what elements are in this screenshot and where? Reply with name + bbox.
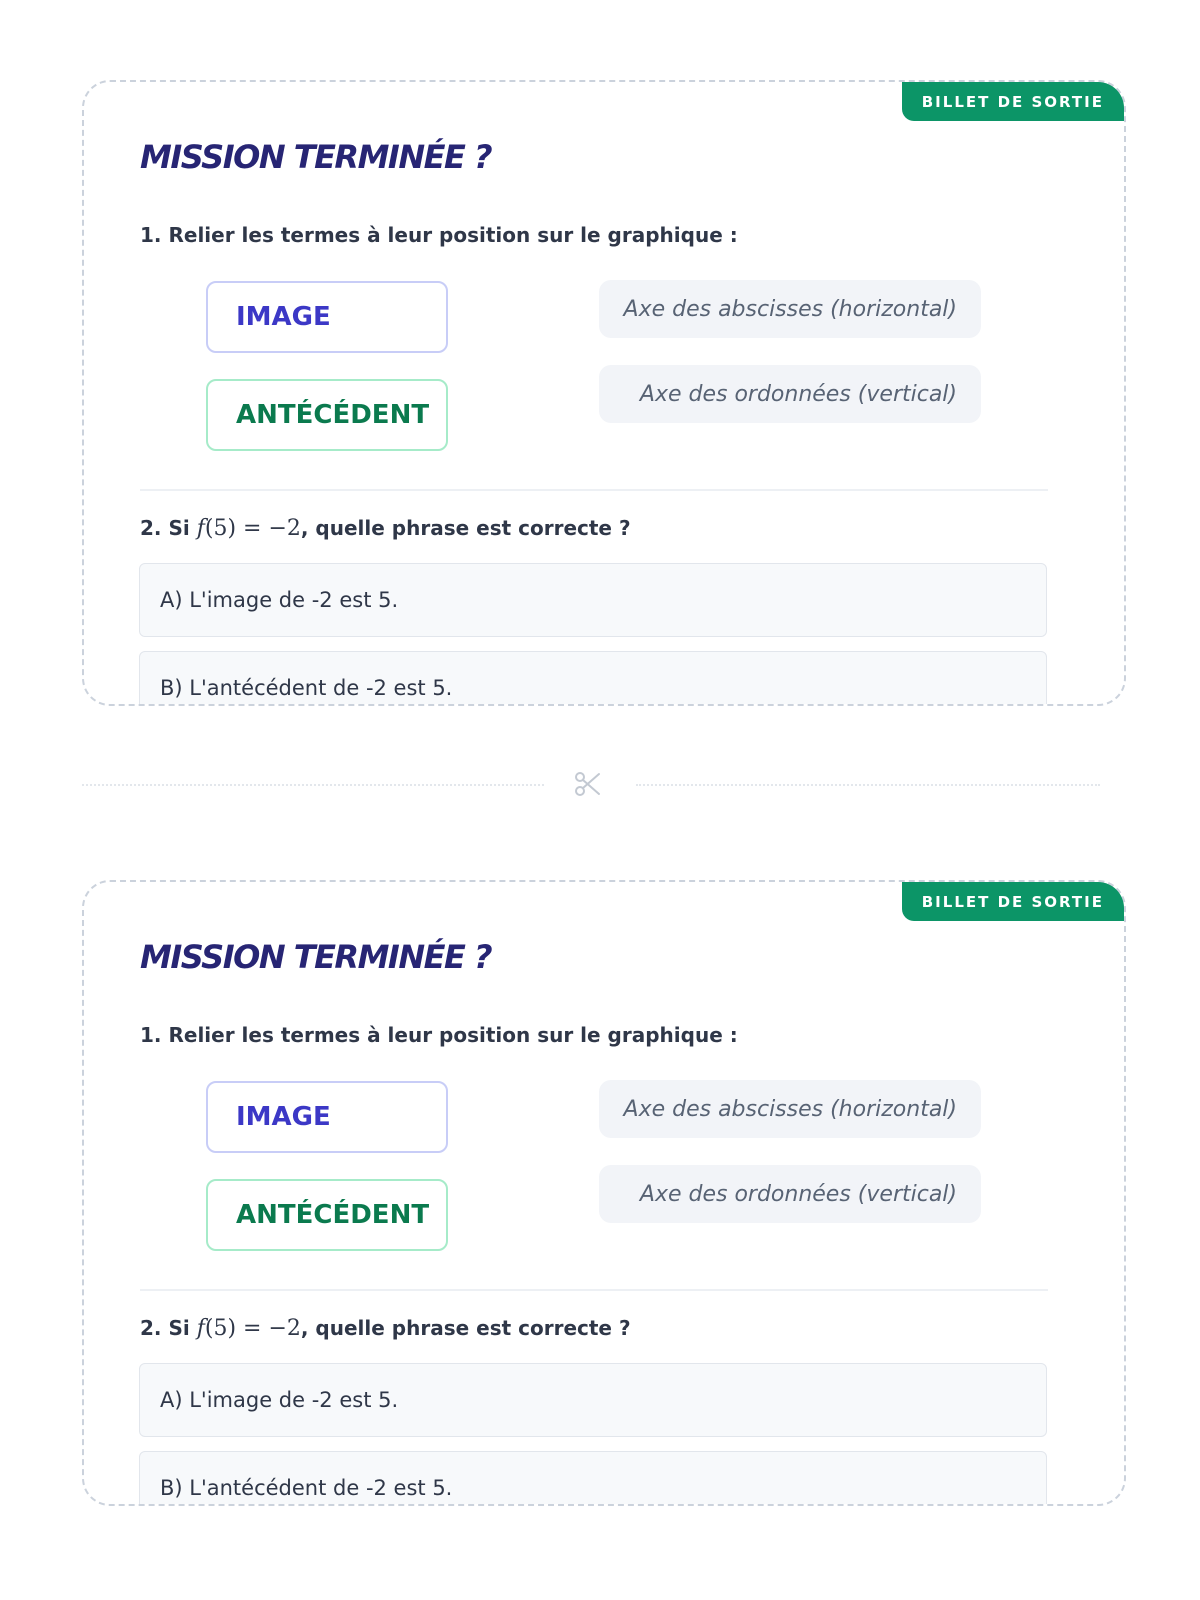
function-expression: f(5) = −2 (196, 1316, 301, 1341)
mission-title: MISSION TERMINÉE ? (140, 938, 492, 976)
axis-abscissa-card[interactable]: Axe des abscisses (horizontal) (599, 280, 981, 338)
answer-option-a[interactable]: A) L'image de -2 est 5. (139, 563, 1047, 637)
question-2-prefix: 2. Si (140, 1316, 197, 1340)
exit-ticket-2 (82, 880, 1126, 1506)
exit-ticket-badge: BILLET DE SORTIE (902, 82, 1124, 121)
cut-line-right (636, 784, 1100, 786)
axis-ordinate-card[interactable]: Axe des ordonnées (vertical) (599, 1165, 981, 1223)
exit-ticket-1 (82, 80, 1126, 706)
axis-abscissa-card[interactable]: Axe des abscisses (horizontal) (599, 1080, 981, 1138)
term-antecedent-card[interactable]: ANTÉCÉDENT (206, 1179, 448, 1251)
answer-option-a[interactable]: A) L'image de -2 est 5. (139, 1363, 1047, 1437)
question-1: 1. Relier les termes à leur position sur le graphique : (140, 1023, 738, 1047)
mission-title: MISSION TERMINÉE ? (140, 138, 492, 176)
question-1: 1. Relier les termes à leur position sur le graphique : (140, 223, 738, 247)
axis-ordinate-card[interactable]: Axe des ordonnées (vertical) (599, 365, 981, 423)
function-expression: f(5) = −2 (196, 516, 301, 541)
section-divider (140, 489, 1048, 491)
term-image-card[interactable]: IMAGE (206, 1081, 448, 1153)
cut-line-left (82, 784, 544, 786)
term-image-card[interactable]: IMAGE (206, 281, 448, 353)
exit-ticket-badge: BILLET DE SORTIE (902, 882, 1124, 921)
question-2-prefix: 2. Si (140, 516, 197, 540)
scissors-icon (572, 768, 604, 800)
question-2 (140, 516, 631, 541)
question-2 (140, 1316, 631, 1341)
question-2-suffix: , quelle phrase est correcte ? (300, 1316, 631, 1340)
question-2-suffix: , quelle phrase est correcte ? (300, 516, 631, 540)
answer-option-b[interactable]: B) L'antécédent de -2 est 5. (139, 1451, 1047, 1506)
answer-option-b[interactable]: B) L'antécédent de -2 est 5. (139, 651, 1047, 706)
section-divider (140, 1289, 1048, 1291)
term-antecedent-card[interactable]: ANTÉCÉDENT (206, 379, 448, 451)
